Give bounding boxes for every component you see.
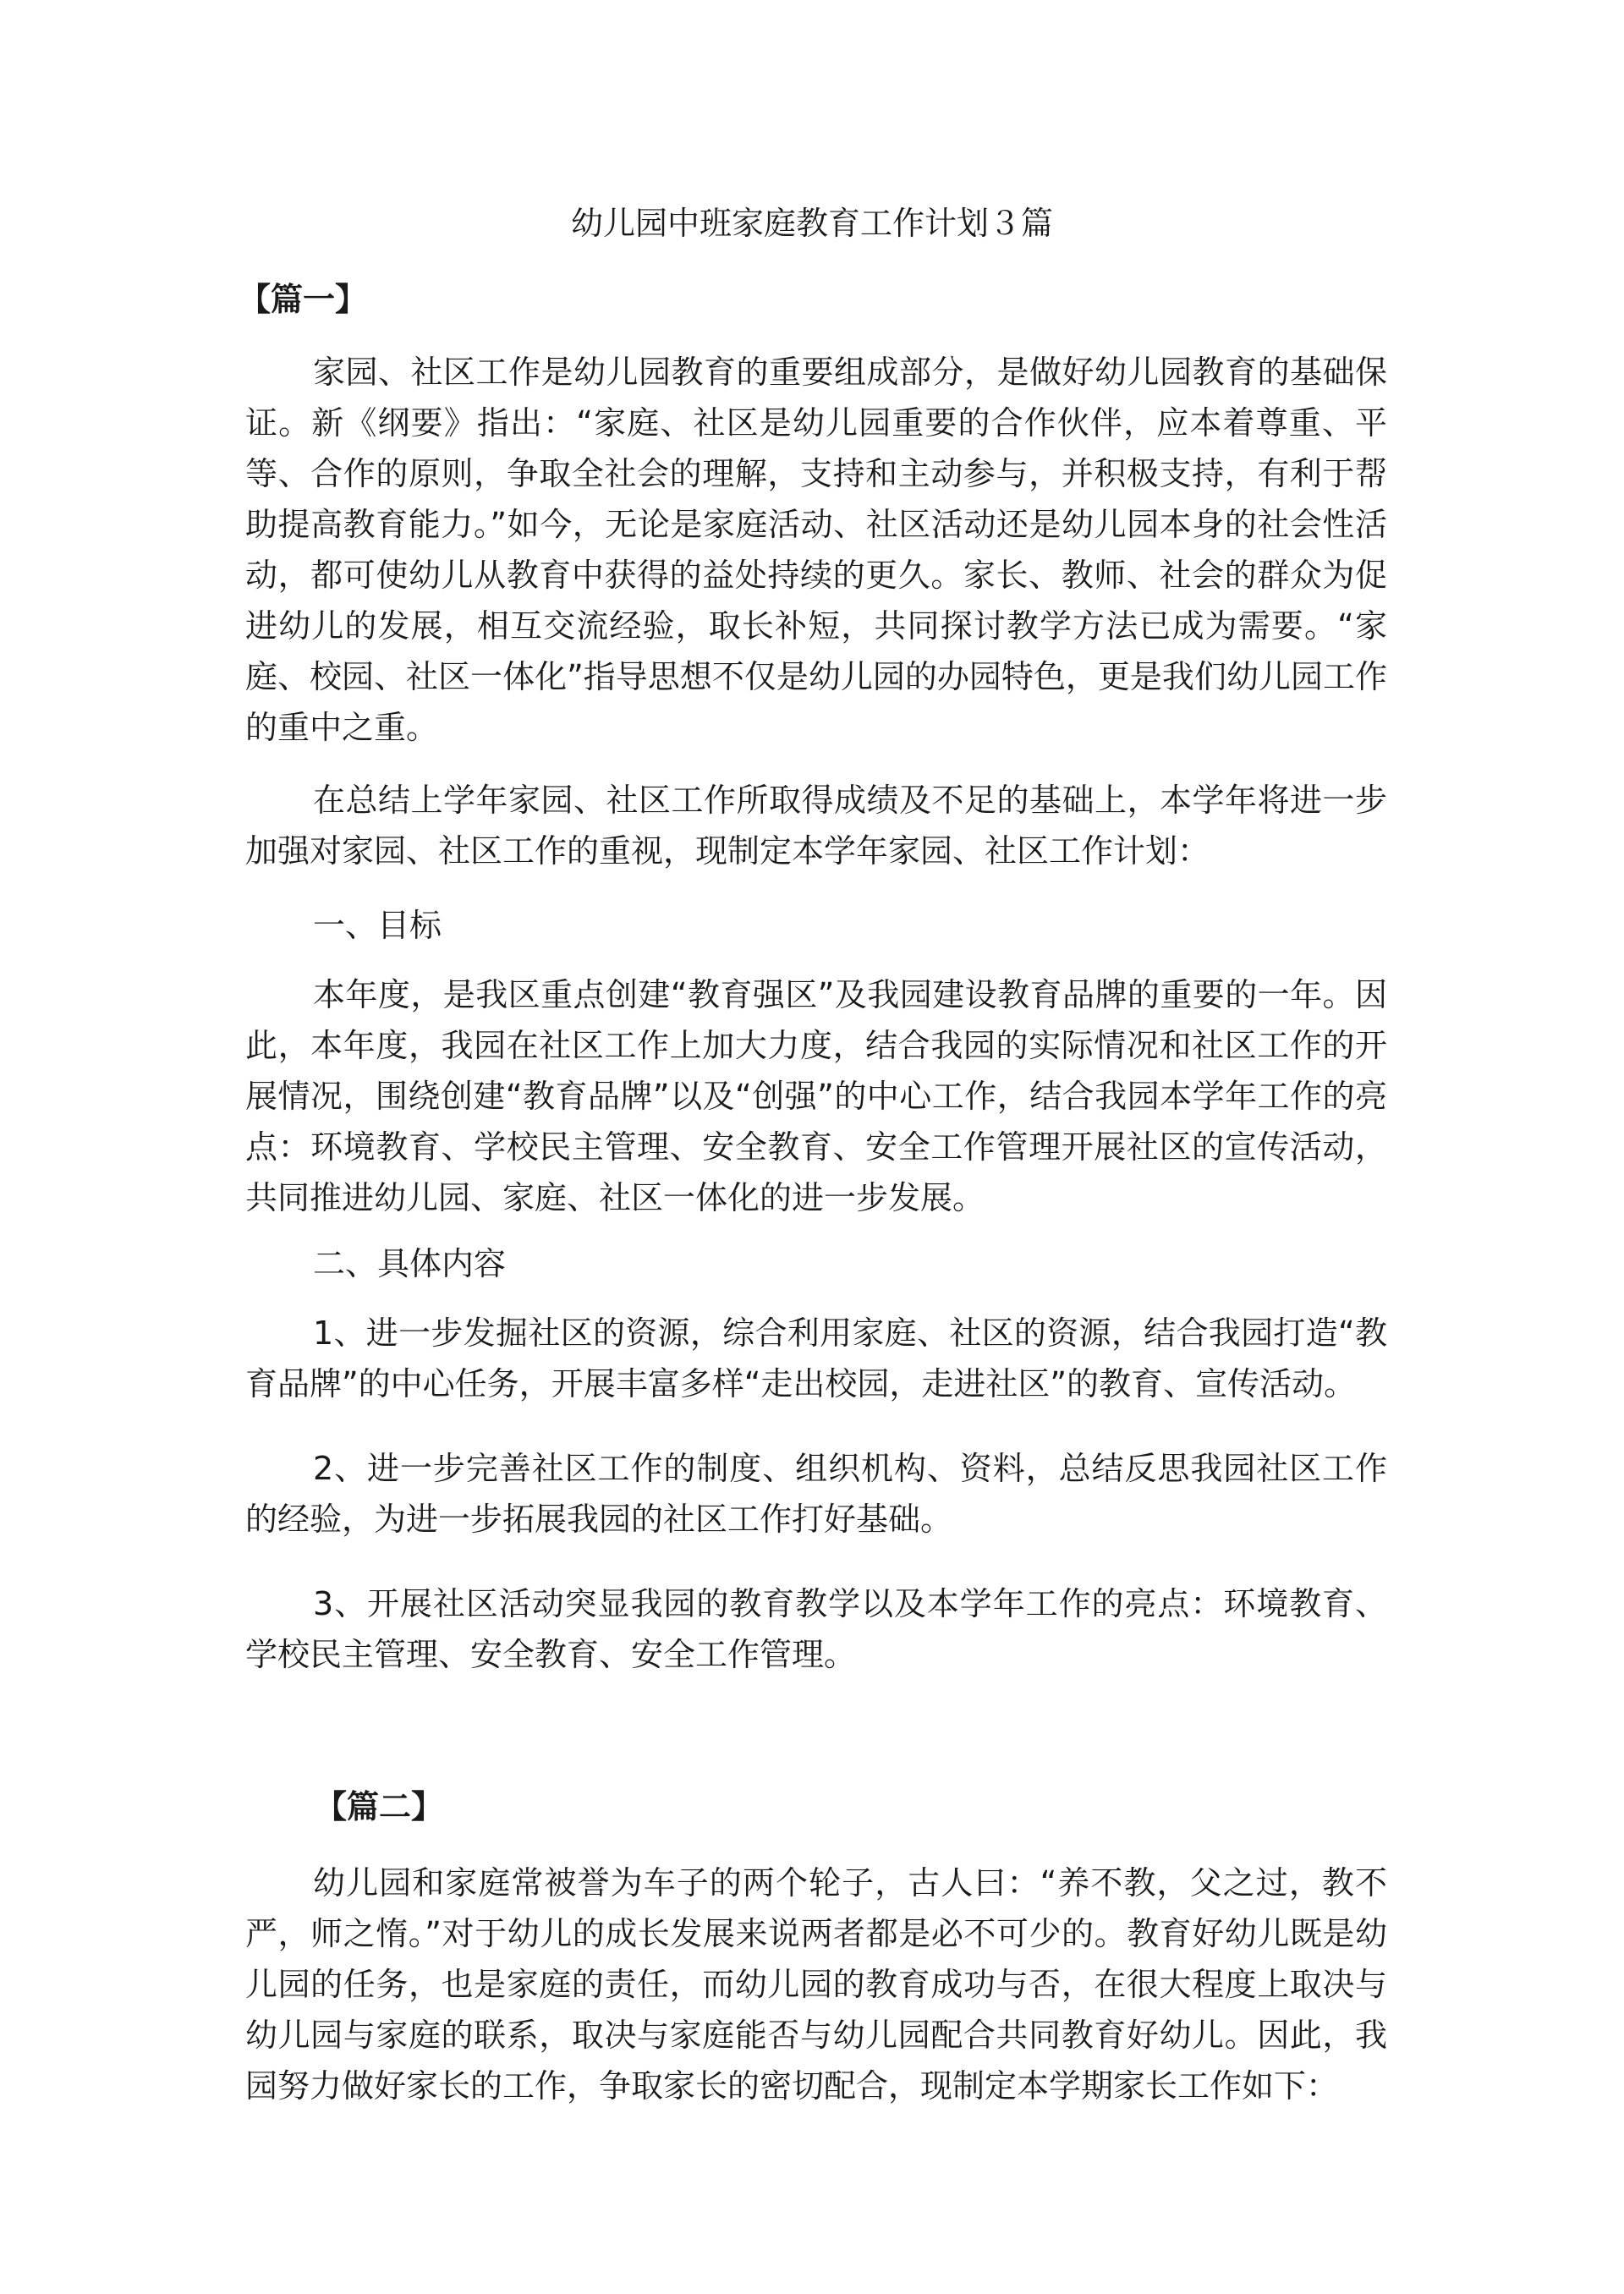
goals-paragraph: 本年度，是我区重点创建“教育强区”及我园建设教育品牌的重要的一年。因此，本年度，我园在社区工作上加大力度，结合我园的实际情况和社区工作的开展情况，围绕创建“教育品牌”以及“创强”的中心工作，结合我园本学年工作的亮点：环境教育、学校民主管理、安全教育、安全工作管理开展社区的宣传活动，共同推进幼儿园、家庭、社区一体化的进一步发展。 <box>245 976 1387 1216</box>
section1-paragraph-2: 在总结上学年家园、社区工作所取得成绩及不足的基础上，本学年将进一步加强对家园、社区工作的重视，现制定本学年家园、社区工作计划： <box>245 782 1387 870</box>
section2-paragraph: 幼儿园和家庭常被誉为车子的两个轮子，古人曰：“养不教，父之过，教不严，师之惰。”对于幼儿的成长发展来说两者都是必不可少的。教育好幼儿既是幼儿园的任务，也是家庭的责任，而幼儿园的教育成功与否，在很大程度上取决与幼儿园与家庭的联系，取决与家庭能否与幼儿园配合共同教育好幼儿。因此，我园努力做好家长的工作，争取家长的密切配合，现制定本学期家长工作如下： <box>245 1864 1387 2105</box>
subheading-goals: 一、目标 <box>313 907 442 944</box>
content-item-1: 1、进一步发掘社区的资源，综合利用家庭、社区的资源，结合我园打造“教育品牌”的中心任务，开展丰富多样“走出校园，走进社区”的教育、宣传活动。 <box>245 1314 1387 1402</box>
section-heading-2: 【篇二】 <box>315 1788 444 1825</box>
section1-paragraph-1: 家园、社区工作是幼儿园教育的重要组成部分，是做好幼儿园教育的基础保证。新《纲要》指出：“家庭、社区是幼儿园重要的合作伙伴，应本着尊重、平等、合作的原则，争取全社会的理解，支持和主动参与，并积极支持，有利于帮助提高教育能力。”如今，无论是家庭活动、社区活动还是幼儿园本身的社会性活动，都可使幼儿从教育中获得的益处持续的更久。家长、教师、社会的群众为促进幼儿的发展，相互交流经验，取长补短，共同探讨教学方法已成为需要。“家庭、校园、社区一体化”指导思想不仅是幼儿园的办园特色，更是我们幼儿园工作的重中之重。 <box>245 354 1387 746</box>
content-item-2: 2、进一步完善社区工作的制度、组织机构、资料，总结反思我园社区工作的经验，为进一步拓展我园的社区工作打好基础。 <box>245 1450 1387 1538</box>
subheading-contents: 二、具体内容 <box>313 1245 507 1282</box>
document-title: 幼儿园中班家庭教育工作计划３篇 <box>570 205 1053 242</box>
content-item-3: 3、开展社区活动突显我园的教育教学以及本学年工作的亮点：环境教育、学校民主管理、安全教育、安全工作管理。 <box>245 1585 1387 1673</box>
section-heading-1: 【篇一】 <box>239 281 368 318</box>
